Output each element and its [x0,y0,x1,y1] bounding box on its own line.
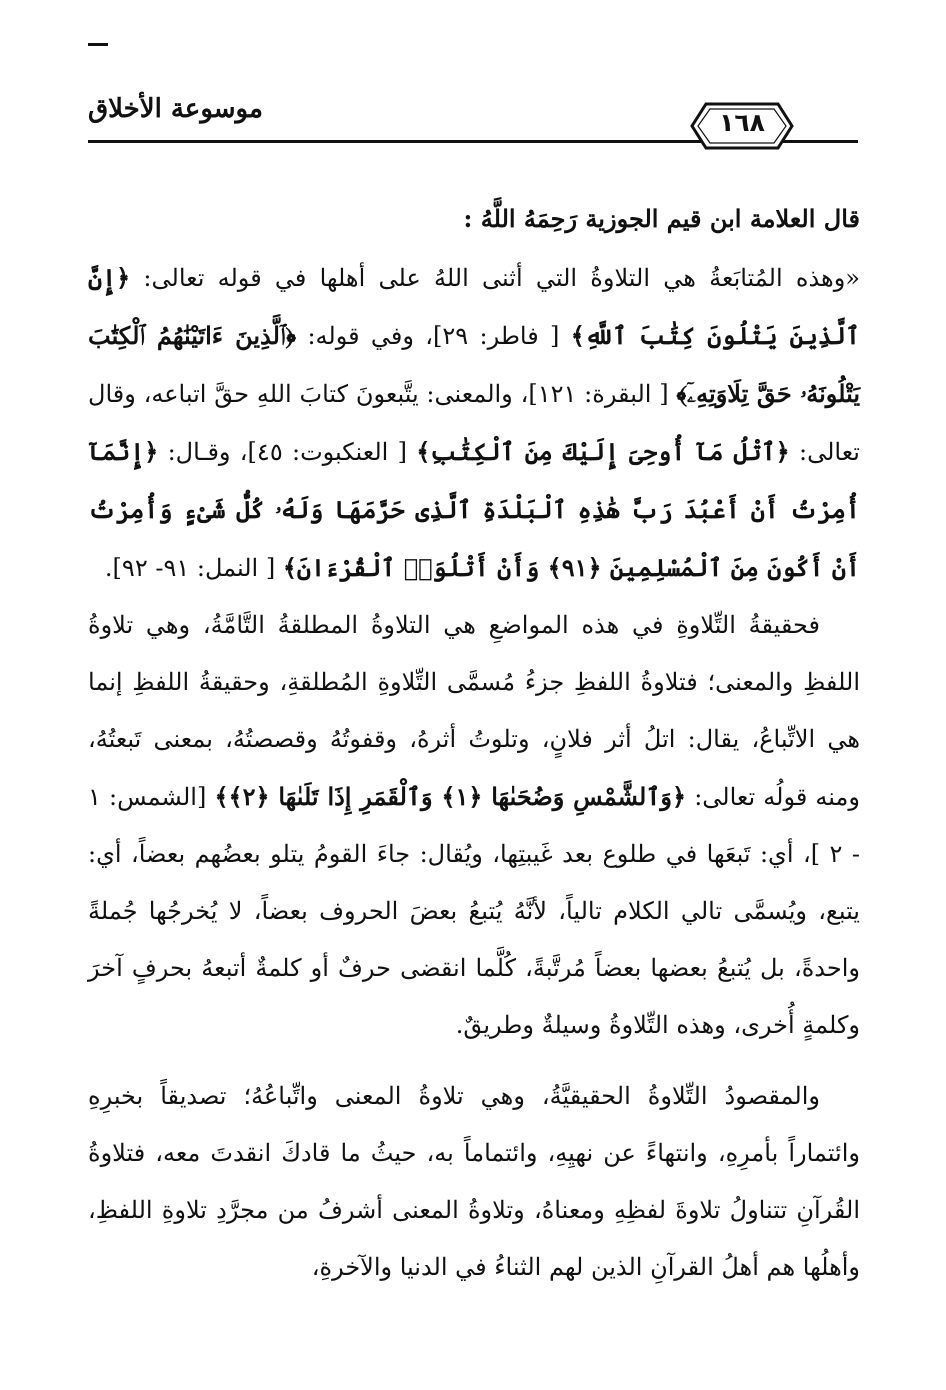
paragraph-2-text-b: [الشمس: ١ - ٢ ]، أي: تَبعَها في طلوع بعد غَيبتِها، ويُقال: جاءَ القومُ يتلو بعضُهم بعضاً، أي: يتبع، ويُسمَّى تالي الكلام تالياً، لأنَّهُ يُتبعُ بعضَ الحروف بعضاً، لا يُخرجُها جُملةً واحدةً، بل يُتبعُ بعضها بعضاً مُرتَّبةً، كُلَّما انقضى حرفٌ أو كلمةٌ أتبعهُ بحرفٍ آخرَ وكلمةٍ أُخرى، وهذه التِّلاوةُ وسيلةٌ وطريقٌ. [88,783,860,1039]
reference-naml: [ النمل: ٩١- ٩٢]. [104,554,276,582]
paragraph-2-text-a: فحقيقةُ التِّلاوةِ في هذه المواضعِ هي التلاوةُ المطلقةُ التَّامَّةُ، وهي تلاوةُ اللفظِ والمعنى؛ فتلاوةُ اللفظِ جزءُ مُسمَّى التِّلاوةِ المُطلقةِ، وحقيقةُ اللفظِ إنما هي الاتِّباعُ، يقال: اتلُ أثر فلانٍ، وتلوتُ أثرهُ، وقفوتُهُ وقصصتُهُ، بمعنى تَبعتُهُ، ومنه قولُه تعالى: [88,611,860,811]
quote-attribution: قال العلامة ابن قيم الجوزية رَحِمَهُ اللَّهُ : [463,204,860,233]
quran-verse-ankabut: ﴿ٱتْلُ مَآ أُوحِىَ إِلَيْكَ مِنَ ٱلْكِتَٰبِ﴾ [416,437,790,466]
quran-verse-shams: ﴿وَٱلشَّمْسِ وَضُحَىٰهَا ﴿١﴾ وَٱلْقَمَرِ إِذَا تَلَىٰهَا ﴿٢﴾﴾ [214,782,687,811]
reference-fatir: [ فاطر: ٢٩]، وفي قوله: [307,322,560,350]
quran-verse-baqarah: ﴿ٱلَّذِينَ ءَاتَيْنَٰهُمُ ٱلْكِتَٰبَ يَتْلُونَهُۥ حَقَّ تِلَاوَتِهِۦٓ﴾ [88,321,861,408]
book-title: موسوعة الأخلاق [88,94,263,124]
paragraph-1 [88,249,860,597]
reference-baqarah: [ البقرة: ١٢١]، والمعنى: يتَّبعونَ كتابَ اللهِ حقَّ اتباعه، وقال تعالى: [88,380,860,466]
header-dash-left [88,43,108,46]
paragraph-3: والمقصودُ التِّلاوةُ الحقيقيَّةُ، وهي تلاوةُ المعنى واتِّباعُهُ؛ تصديقاً بخبرِهِ وائتماراً بأمرِهِ، وانتهاءً عن نهيِهِ، وائتماماً به، حيثُ ما قادكَ انقدتَ معه، فتلاوةُ القُرآنِ تتناولُ تلاوةَ لفظِهِ ومعناهُ، وتلاوةُ المعنى أشرفُ من مجرَّدِ تلاوةِ اللفظِ، وأهلُها هم أهلُ القرآنِ الذين لهم الثناءُ في الدنيا والآخرةِ، [88,1082,860,1281]
page-number-badge [688,100,796,152]
reference-ankabut: [ العنكبوت: ٤٥]، وقـال: [167,438,407,466]
paragraph-2 [88,597,860,1054]
main-text [88,190,860,1296]
quran-verse-fatir: ﴿إِنَّ ٱلَّذِينَ يَتْلُونَ كِتَٰبَ ٱللَّهِ﴾ [88,263,860,350]
quran-verse-naml: ﴿إِنَّمَآ أُمِرْتُ أَنْ أَعْبُدَ رَبَّ هَٰذِهِ ٱلْبَلْدَةِ ٱلَّذِى حَرَّمَهَا وَلَهُۥ كُلُّ شَىْءٍ وَأُمِرْتُ أَنْ أَكُونَ مِنَ ٱلْمُسْلِمِينَ ﴿٩١﴾ وَأَنْ أَتْلُوَا۟ ٱلْقُرْءَانَ﴾ [88,437,860,582]
page-number: ١٦٨ [719,108,765,137]
paragraph-1-intro: «وهذه المُتابَعةُ هي التلاوةُ التي أثنى اللهُ على أهلها في قوله تعالى: [143,264,860,292]
